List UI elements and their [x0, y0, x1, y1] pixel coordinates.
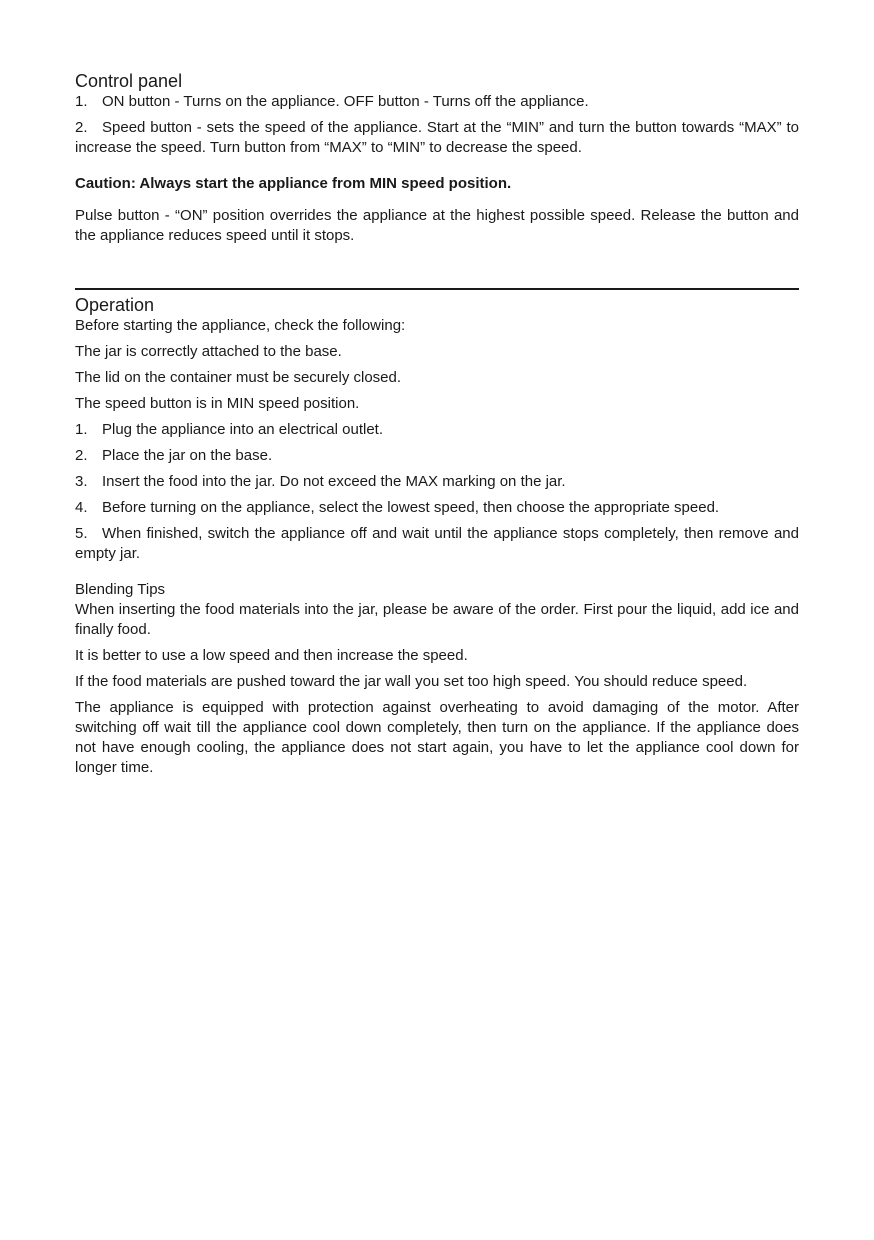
list-text: Insert the food into the jar. Do not exceed the MAX marking on the jar.	[102, 473, 566, 490]
operation-step-4	[75, 498, 799, 518]
operation-step-5	[75, 524, 799, 564]
list-text: When finished, switch the appliance off and wait until the appliance stops completely, then remove and empty jar.	[75, 525, 799, 562]
control-panel-heading: Control panel	[75, 71, 183, 91]
blending-tip: If the food materials are pushed toward the jar wall you set too high speed. You should reduce speed.	[75, 673, 748, 690]
pulse-button-paragraph: Pulse button - “ON” position overrides the appliance at the highest possible speed. Release the button and the appliance reduces speed until it stops.	[75, 207, 799, 244]
list-text: Place the jar on the base.	[102, 447, 273, 464]
section-divider	[75, 288, 799, 290]
operation-heading: Operation	[75, 295, 155, 315]
operation-intro: Before starting the appliance, check the following:	[75, 317, 406, 334]
list-text: Plug the appliance into an electrical outlet.	[102, 421, 384, 438]
blending-tip: It is better to use a low speed and then increase the speed.	[75, 647, 468, 664]
list-number: 4.	[75, 499, 88, 516]
blending-tip: The appliance is equipped with protection against overheating to avoid damaging of the motor. After switching off wait till the appliance cool down completely, then turn on the appliance. If the appliance does not have enough cooling, the appliance does not start again, you have to let the appliance cool down for longer time.	[75, 699, 799, 776]
list-text: ON button - Turns on the appliance. OFF button - Turns off the appliance.	[102, 93, 589, 110]
blending-tips-heading: Blending Tips	[75, 581, 166, 598]
list-text: Speed button - sets the speed of the appliance. Start at the “MIN” and turn the button towards “MAX” to increase the speed. Turn button from “MAX” to “MIN” to decrease the speed.	[75, 119, 799, 156]
blending-tip: When inserting the food materials into the jar, please be aware of the order. First pour the liquid, add ice and finally food.	[75, 601, 799, 638]
operation-check: The lid on the container must be securely closed.	[75, 369, 402, 386]
document-page	[75, 70, 799, 784]
operation-step-3	[75, 472, 799, 492]
list-number: 1.	[75, 421, 88, 438]
list-number: 5.	[75, 525, 88, 542]
operation-step-2	[75, 446, 799, 466]
list-number: 2.	[75, 447, 88, 464]
operation-check: The jar is correctly attached to the base.	[75, 343, 342, 360]
list-number: 1.	[75, 93, 88, 110]
operation-step-1	[75, 420, 799, 440]
caution-note: Caution: Always start the appliance from MIN speed position.	[75, 175, 512, 192]
list-number: 3.	[75, 473, 88, 490]
control-panel-item-2	[75, 118, 799, 158]
list-text: Before turning on the appliance, select the lowest speed, then choose the appropriate speed.	[102, 499, 720, 516]
control-panel-item-1	[75, 92, 799, 112]
list-number: 2.	[75, 119, 88, 136]
operation-check: The speed button is in MIN speed position.	[75, 395, 360, 412]
